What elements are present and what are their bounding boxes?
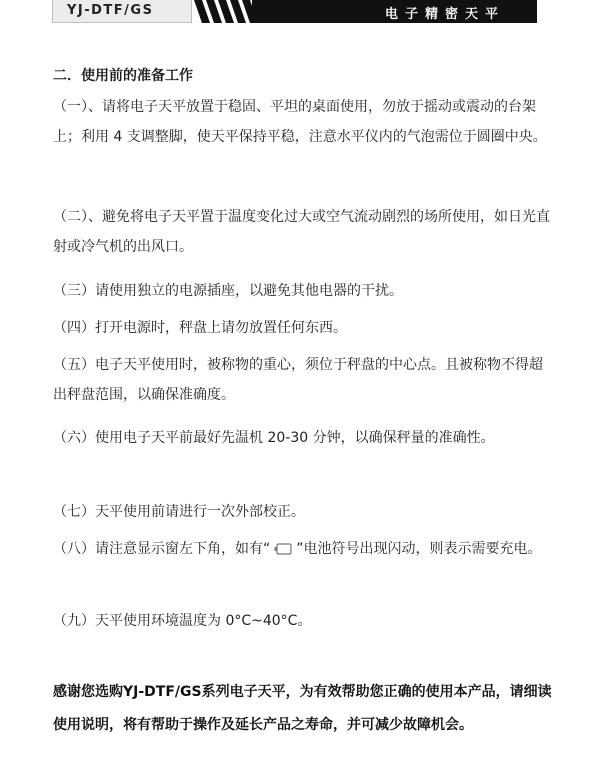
instruction-1: （一）、请将电子天平放置于稳固、平坦的桌面使用，勿放于摇动或震动的台架上；利用 4 支调整脚，使天平保持平稳，注意水平仪内的气泡需位于圆圈中央。 xyxy=(53,99,547,145)
section-title: 二．使用前的准备工作 xyxy=(53,68,193,84)
header-model-box xyxy=(52,0,192,23)
header-model: YJ-DTF/GS xyxy=(67,3,154,18)
page-header xyxy=(52,0,537,24)
instruction-5: （五）电子天平使用时，被称物的重心，须位于秤盘的中心点。且被称物不得超出秤盘范围，以确保准确度。 xyxy=(53,357,543,403)
battery-icon xyxy=(274,543,292,555)
instruction-8 xyxy=(53,534,553,564)
instruction-8-before: （八）请注意显示窗左下角，如有“ xyxy=(53,541,271,557)
instruction-7: （七）天平使用前请进行一次外部校正。 xyxy=(53,504,305,520)
instruction-3: （三）请使用独立的电源插座，以避免其他电器的干扰。 xyxy=(53,283,403,299)
instruction-4: （四）打开电源时，秤盘上请勿放置任何东西。 xyxy=(53,320,347,336)
instruction-6: （六）使用电子天平前最好先温机 20-30 分钟，以确保秤量的准确性。 xyxy=(53,430,495,446)
instruction-2: （二）、避免将电子天平置于温度变化过大或空气流动剧烈的场所使用，如日光直射或冷气机的出风口。 xyxy=(53,209,550,255)
instruction-9: （九）天平使用环境温度为 0°C~40°C。 xyxy=(53,613,312,629)
header-stripes-decoration xyxy=(190,0,254,23)
instruction-8-after: ”电池符号出现闪动，则表示需要充电。 xyxy=(296,541,542,557)
header-title-bar xyxy=(252,0,537,23)
header-title: 电子精密天平 xyxy=(384,7,505,22)
thank-you-notice: 感谢您选购YJ-DTF/GS系列电子天平，为有效帮助您正确的使用本产品，请细读使用说明，将有帮助于操作及延长产品之寿命，并可减少故障机会。 xyxy=(53,684,552,733)
